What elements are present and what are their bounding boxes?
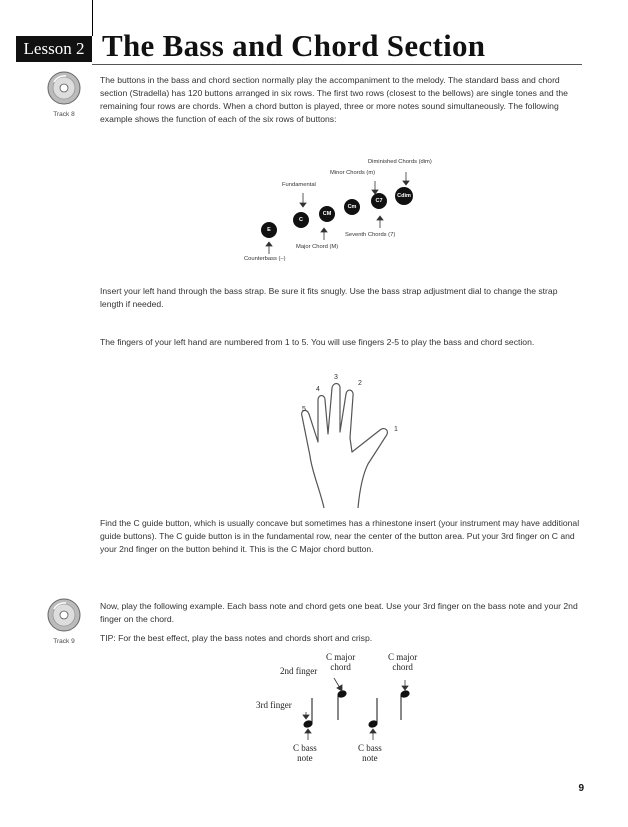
page-title: The Bass and Chord Section — [102, 28, 486, 63]
label-line: C bass — [293, 743, 317, 753]
label-c-bass-note-2 — [358, 743, 382, 763]
label-c-major-chord-1 — [326, 652, 355, 672]
lesson-label: Lesson 2 — [16, 36, 92, 62]
label-diminished: Diminished Chords (dim) — [368, 159, 432, 165]
cd-track-8 — [46, 70, 84, 118]
major-chord-button: CM — [319, 206, 335, 222]
header-vertical-rule — [92, 0, 93, 36]
label-line: chord — [392, 662, 413, 672]
minor-chord-button: Cm — [344, 199, 360, 215]
seventh-chord-button: C7 — [371, 193, 387, 209]
guide-paragraph: Find the C guide button, which is usually concave but sometimes has a rhinestone insert (your instrument may have additional guide buttons). The C guide button is in the fundamental row, near the center of the button area. Put your 3rd finger on C and your 2nd finger on the button behind it. This is the C Major chord button. — [100, 518, 580, 554]
label-second-finger: 2nd finger — [280, 666, 318, 676]
cd-icon — [46, 70, 82, 106]
label-line: C major — [326, 652, 356, 662]
label-counterbass: Counterbass (–) — [244, 256, 286, 262]
label-c-major-chord-2 — [388, 652, 417, 672]
label-third-finger: 3rd finger — [256, 700, 292, 710]
header-underline — [92, 64, 582, 65]
label-fundamental: Fundamental — [282, 182, 316, 188]
cd-track-9 — [46, 597, 84, 645]
finger-number-1: 1 — [394, 426, 398, 433]
strap-paragraph: Insert your left hand through the bass strap. Be sure it fits snugly. Use the bass strap adjustment dial to change the strap length if needed. — [100, 286, 558, 309]
counterbass-button: E — [261, 222, 277, 238]
label-line: chord — [330, 662, 351, 672]
label-line: note — [297, 753, 313, 763]
tip-paragraph: TIP: For the best effect, play the bass notes and chords short and crisp. — [100, 633, 373, 643]
label-seventh: Seventh Chords (7) — [345, 232, 396, 238]
label-line: note — [362, 753, 378, 763]
finger-number-2: 2 — [358, 380, 362, 387]
diminished-chord-button: Cdim — [395, 187, 413, 205]
example-paragraph: Now, play the following example. Each bass note and chord gets one beat. Use your 3rd finger on the bass note and your 2nd finger on the chord. — [100, 601, 578, 624]
finger-number-4: 4 — [316, 386, 320, 393]
finger-number-3: 3 — [334, 374, 338, 381]
finger-number-5: 5 — [302, 406, 306, 413]
fingers-paragraph: The fingers of your left hand are numbered from 1 to 5. You will use fingers 2-5 to play the bass and chord section. — [100, 337, 535, 347]
music-example — [250, 648, 440, 773]
fundamental-button: C — [293, 212, 309, 228]
hand-illustration — [290, 372, 410, 512]
label-line: C major — [388, 652, 418, 662]
label-line: C bass — [358, 743, 382, 753]
cd-icon — [46, 597, 82, 633]
left-hand-diagram — [290, 372, 410, 512]
label-minor: Minor Chords (m) — [330, 170, 376, 176]
track-label: Track 9 — [53, 638, 75, 645]
label-major: Major Chord (M) — [296, 244, 339, 250]
track-label: Track 8 — [53, 111, 75, 118]
label-c-bass-note-1 — [293, 743, 317, 763]
intro-paragraph: The buttons in the bass and chord section normally play the accompaniment to the melody. The standard bass and chord section (Stradella) has 120 buttons arranged in six rows. The first two rows (closest to the bellows) are single tones and the remaining four rows are chords. When a chord button is played, three or more notes sound simultaneously. The following example shows the function of each of the six rows of buttons: — [100, 75, 568, 124]
button-row-diagram — [230, 150, 470, 270]
page-number: 9 — [578, 783, 584, 794]
